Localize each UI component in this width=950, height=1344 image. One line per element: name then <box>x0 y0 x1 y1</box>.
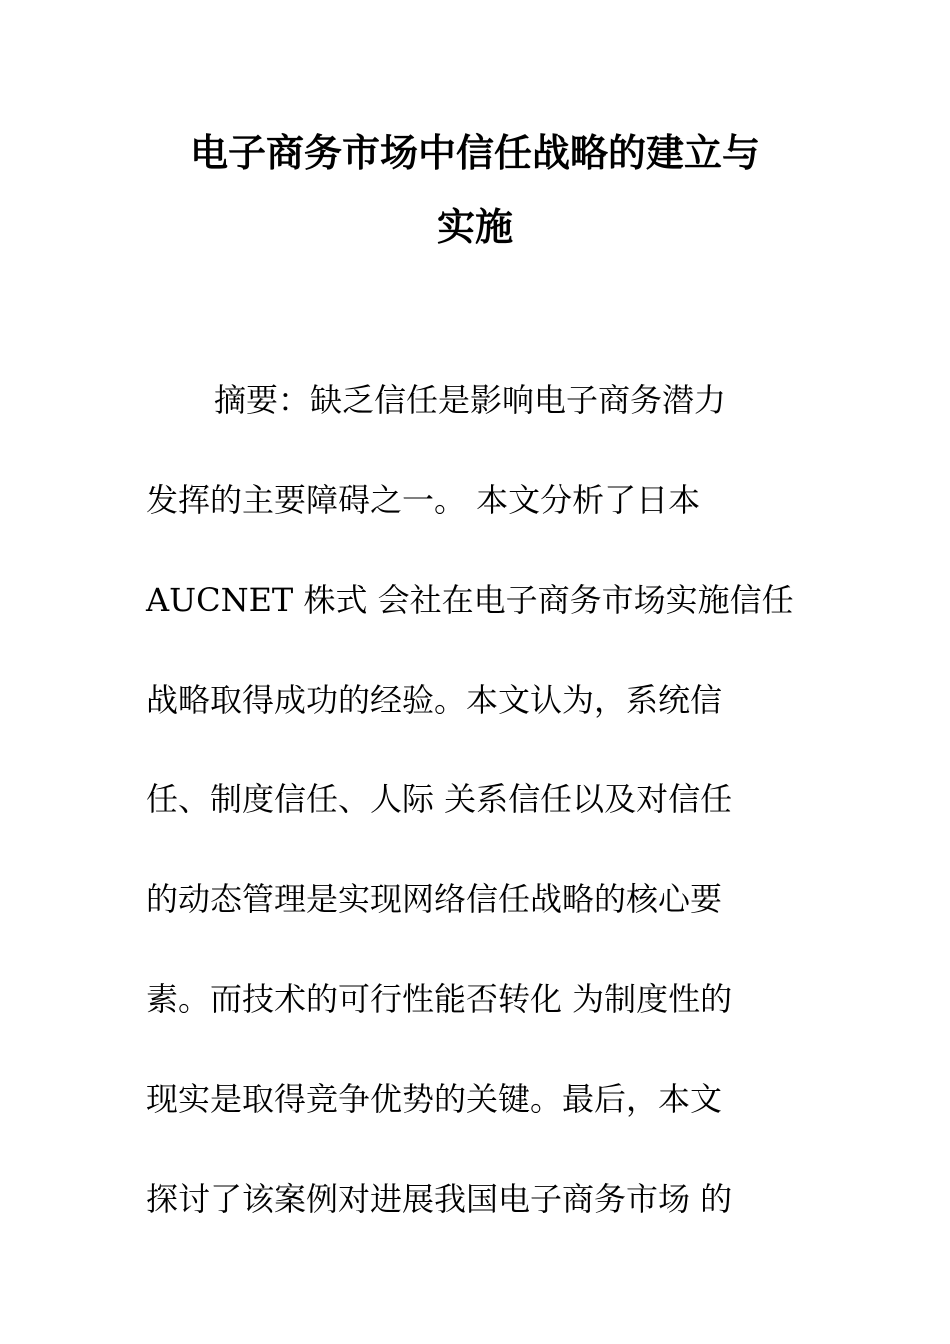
abstract-line-7: 素。而技术的可行性能否转化 为制度性的 <box>146 980 733 1018</box>
abstract-line-9: 探讨了该案例对进展我国电子商务市场 的 <box>146 1180 733 1218</box>
abstract-line-3: AUCNET 株式 会社在电子商务市场实施信任 <box>146 581 794 619</box>
document-title-line-1: 电子商务市场中信任战略的建立与 <box>189 130 760 175</box>
abstract-line-1: 摘要：缺乏信任是影响电子商务潜力 <box>214 381 727 419</box>
document-title-line-2: 实施 <box>436 204 513 249</box>
abstract-line-4: 战略取得成功的经验。本文认为，系统信 <box>146 681 723 719</box>
abstract-line-6: 的动态管理是实现网络信任战略的核心要 <box>146 880 723 918</box>
abstract-line-5: 任、制度信任、人际 关系信任以及对信任 <box>146 780 733 818</box>
abstract-line-2: 发挥的主要障碍之一。 本文分析了日本 <box>146 481 701 519</box>
abstract-line-8: 现实是取得竞争优势的关键。最后，本文 <box>146 1080 723 1118</box>
